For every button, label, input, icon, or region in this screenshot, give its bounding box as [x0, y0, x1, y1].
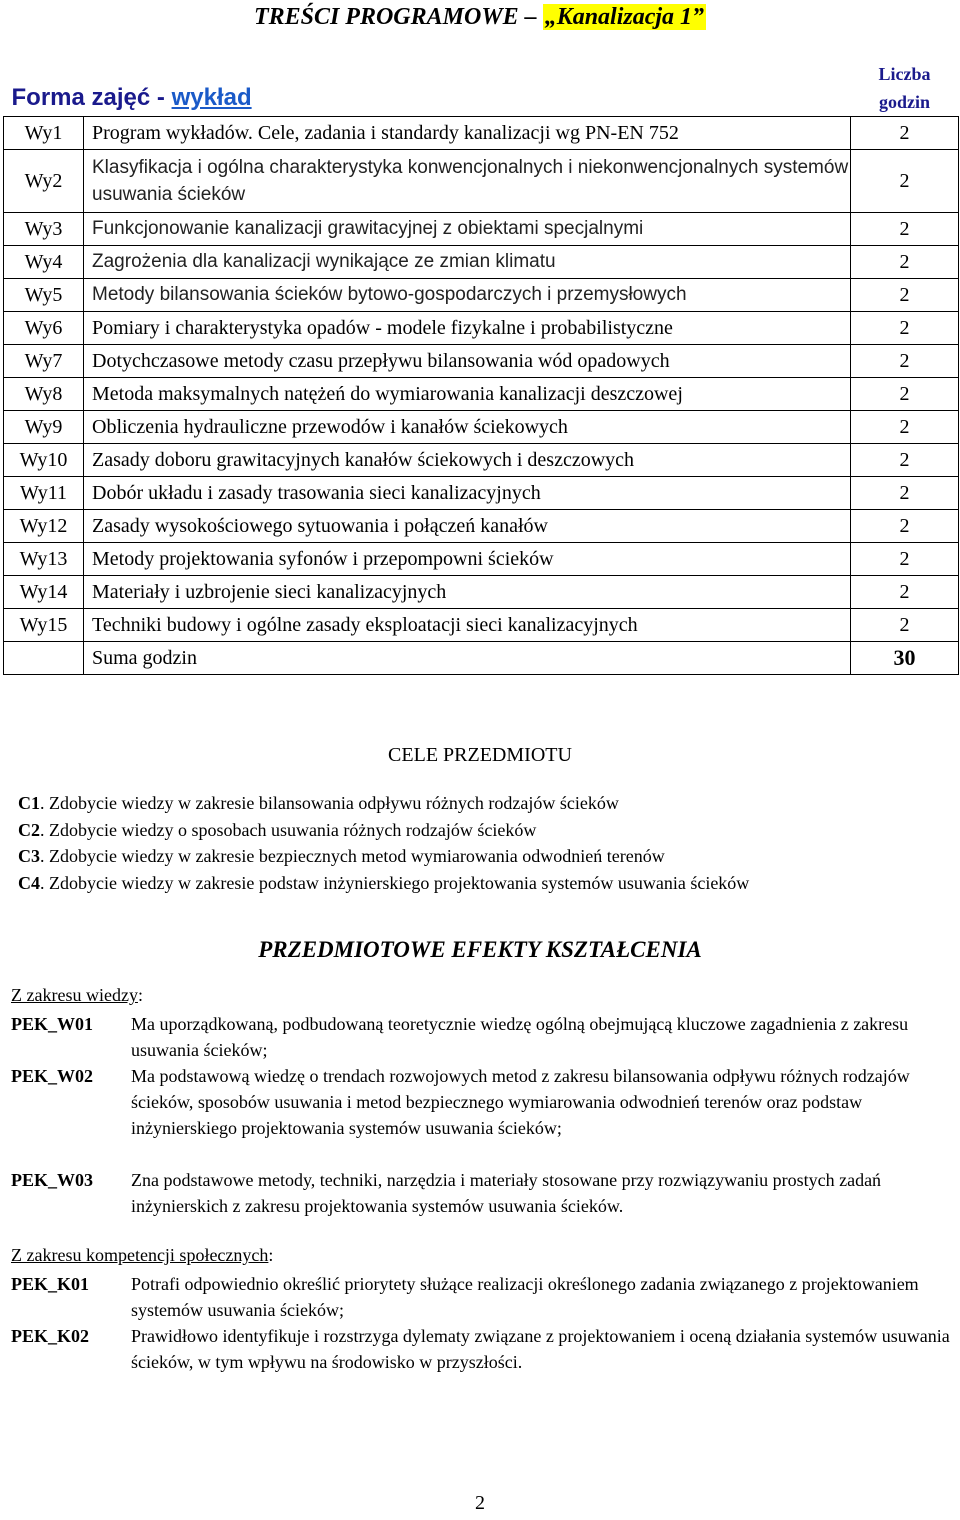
row-hours: 2: [851, 477, 959, 510]
table-row: [4, 246, 959, 279]
pek-item-w03: [11, 1167, 951, 1219]
title-prefix: TREŚCI PROGRAMOWE –: [253, 4, 543, 30]
pek-code: PEK_W01: [11, 1014, 94, 1034]
row-hours: 2: [851, 279, 959, 312]
row-hours: 2: [851, 345, 959, 378]
row-hours: 2: [851, 444, 959, 477]
forma-label: Forma zajęć -: [11, 84, 172, 111]
row-hours: 2: [851, 312, 959, 345]
cele-item: [18, 817, 948, 844]
table-row: [4, 312, 959, 345]
pek-heading: PRZEDMIOTOWE EFEKTY KSZTAŁCENIA: [258, 937, 702, 962]
wiedza-colon: :: [137, 985, 143, 1005]
cele-item: [18, 790, 948, 817]
wiedza-subheading: [11, 985, 143, 1006]
kompetencje-subheading: [11, 1245, 273, 1266]
pek-desc: Ma podstawową wiedzę o trendach rozwojowych metod z zakresu bilansowania odpływu różnych rodzajów ścieków, sposobów usuwania i metod bezpiecznego wymiarowania odwodnień terenów oraz podstaw inżynierskiego projektowania systemów usuwania ścieków;: [131, 1066, 910, 1138]
pek-item-w01: [11, 1011, 951, 1063]
hours-header-line2: godzin: [879, 92, 931, 112]
title-highlight: „Kanalizacja 1”: [544, 4, 705, 30]
row-code: Wy2: [4, 150, 84, 213]
table-row: [4, 213, 959, 246]
row-hours: 2: [851, 510, 959, 543]
pek-code: PEK_K01: [11, 1274, 90, 1294]
row-hours: 2: [851, 378, 959, 411]
row-code: Wy13: [4, 543, 84, 576]
row-hours: 2: [851, 576, 959, 609]
sum-value: 30: [851, 642, 959, 675]
row-topic: Materiały i uzbrojenie sieci kanalizacyjnych: [84, 576, 851, 609]
row-code: Wy4: [4, 246, 84, 279]
row-code: Wy6: [4, 312, 84, 345]
row-code: Wy12: [4, 510, 84, 543]
row-topic: Techniki budowy i ogólne zasady eksploatacji sieci kanalizacyjnych: [84, 609, 851, 642]
row-code: Wy9: [4, 411, 84, 444]
table-row: [4, 576, 959, 609]
cele-text: . Zdobycie wiedzy w zakresie bezpiecznych metod wymiarowania odwodnień terenów: [40, 846, 665, 866]
pek-code: PEK_K02: [11, 1326, 90, 1346]
pek-item-k01: [11, 1271, 951, 1323]
pek-item-w02: [11, 1063, 951, 1141]
row-topic: Pomiary i charakterystyka opadów - modele fizykalne i probabilistyczne: [84, 312, 851, 345]
row-topic: Program wykładów. Cele, zadania i standardy kanalizacji wg PN-EN 752: [84, 117, 851, 150]
kompetencje-label: Z zakresu kompetencji społecznych: [11, 1245, 269, 1265]
kompetencje-colon: :: [268, 1245, 274, 1265]
row-hours: 2: [851, 609, 959, 642]
sum-row: [4, 642, 959, 675]
sum-label: Suma godzin: [84, 642, 851, 675]
cele-code: C2: [18, 819, 40, 840]
row-topic: Zasady doboru grawitacyjnych kanałów ściekowych i deszczowych: [84, 444, 851, 477]
pek-desc: Potrafi odpowiednio określić priorytety służące realizacji określonego zadania związanego z projektowaniem systemów usuwania ścieków;: [131, 1274, 919, 1320]
cele-text: . Zdobycie wiedzy w zakresie bilansowania odpływu różnych rodzajów ścieków: [40, 793, 619, 813]
table-row: [4, 117, 959, 150]
wiedza-label: Z zakresu wiedzy: [11, 985, 138, 1005]
row-code: Wy14: [4, 576, 84, 609]
row-code: Wy10: [4, 444, 84, 477]
forma-value: wykład: [171, 84, 252, 111]
row-topic: Zasady wysokościowego sytuowania i połączeń kanałów: [84, 510, 851, 543]
cele-item: [18, 870, 948, 897]
row-hours: 2: [851, 150, 959, 213]
program-table: [3, 48, 959, 675]
pek-code: PEK_W02: [11, 1066, 94, 1086]
table-row: [4, 510, 959, 543]
pek-desc: Ma uporządkowaną, podbudowaną teoretycznie wiedzę ogólną obejmującą kluczowe zagadnienia z zakresu usuwania ścieków;: [131, 1014, 909, 1060]
row-topic: Klasyfikacja i ogólna charakterystyka konwencjonalnych i niekonwencjonalnych systemów usuwania ścieków: [84, 150, 851, 213]
pek-item-k02: [11, 1323, 951, 1375]
hours-header: [851, 48, 959, 117]
row-topic: Metoda maksymalnych natężeń do wymiarowania kanalizacji deszczowej: [84, 378, 851, 411]
row-topic: Dobór układu i zasady trasowania sieci kanalizacyjnych: [84, 477, 851, 510]
row-hours: 2: [851, 213, 959, 246]
row-hours: 2: [851, 246, 959, 279]
table-row: [4, 411, 959, 444]
forma-zajec: [4, 48, 851, 117]
document-title: [0, 4, 960, 31]
pek-desc: Prawidłowo identyfikuje i rozstrzyga dylematy związane z projektowaniem i oceną działania systemów usuwania ścieków, w tym wpływu na środowisko w przyszłości.: [131, 1326, 950, 1372]
row-code: Wy15: [4, 609, 84, 642]
row-code: Wy1: [4, 117, 84, 150]
row-topic: Obliczenia hydrauliczne przewodów i kanałów ściekowych: [84, 411, 851, 444]
page-number: 2: [475, 1492, 485, 1514]
table-row: [4, 345, 959, 378]
row-topic: Metody bilansowania ścieków bytowo-gospodarczych i przemysłowych: [84, 279, 851, 312]
row-topic: Metody projektowania syfonów i przepompowni ścieków: [84, 543, 851, 576]
cele-code: C4: [18, 872, 40, 893]
row-hours: 2: [851, 117, 959, 150]
row-code: Wy5: [4, 279, 84, 312]
row-code: Wy3: [4, 213, 84, 246]
cele-code: C1: [18, 793, 40, 813]
pek-code: PEK_W03: [11, 1170, 94, 1190]
row-hours: 2: [851, 411, 959, 444]
cele-list: [18, 790, 948, 896]
table-row: [4, 378, 959, 411]
cele-item: [18, 843, 948, 870]
sum-empty-cell: [4, 642, 84, 675]
table-row: [4, 609, 959, 642]
table-row: [4, 444, 959, 477]
cele-code: C3: [18, 846, 40, 866]
cele-heading: CELE PRZEDMIOTU: [388, 744, 572, 766]
row-topic: Zagrożenia dla kanalizacji wynikające ze zmian klimatu: [84, 246, 851, 279]
row-topic: Funkcjonowanie kanalizacji grawitacyjnej z obiektami specjalnymi: [84, 213, 851, 246]
table-row: [4, 150, 959, 213]
cele-text: . Zdobycie wiedzy w zakresie podstaw inżynierskiego projektowania systemów usuwania ścieków: [40, 872, 750, 893]
table-header-row: [4, 48, 959, 117]
row-code: Wy7: [4, 345, 84, 378]
table-row: [4, 543, 959, 576]
cele-text: . Zdobycie wiedzy o sposobach usuwania różnych rodzajów ścieków: [40, 819, 537, 840]
table-row: [4, 477, 959, 510]
hours-header-line1: Liczba: [878, 64, 931, 84]
row-code: Wy11: [4, 477, 84, 510]
row-hours: 2: [851, 543, 959, 576]
table-row: [4, 279, 959, 312]
row-code: Wy8: [4, 378, 84, 411]
pek-desc: Zna podstawowe metody, techniki, narzędzia i materiały stosowane przy rozwiązywaniu prostych zadań inżynierskich z zakresu projektowania systemów usuwania ścieków.: [131, 1170, 882, 1216]
row-topic: Dotychczasowe metody czasu przepływu bilansowania wód opadowych: [84, 345, 851, 378]
